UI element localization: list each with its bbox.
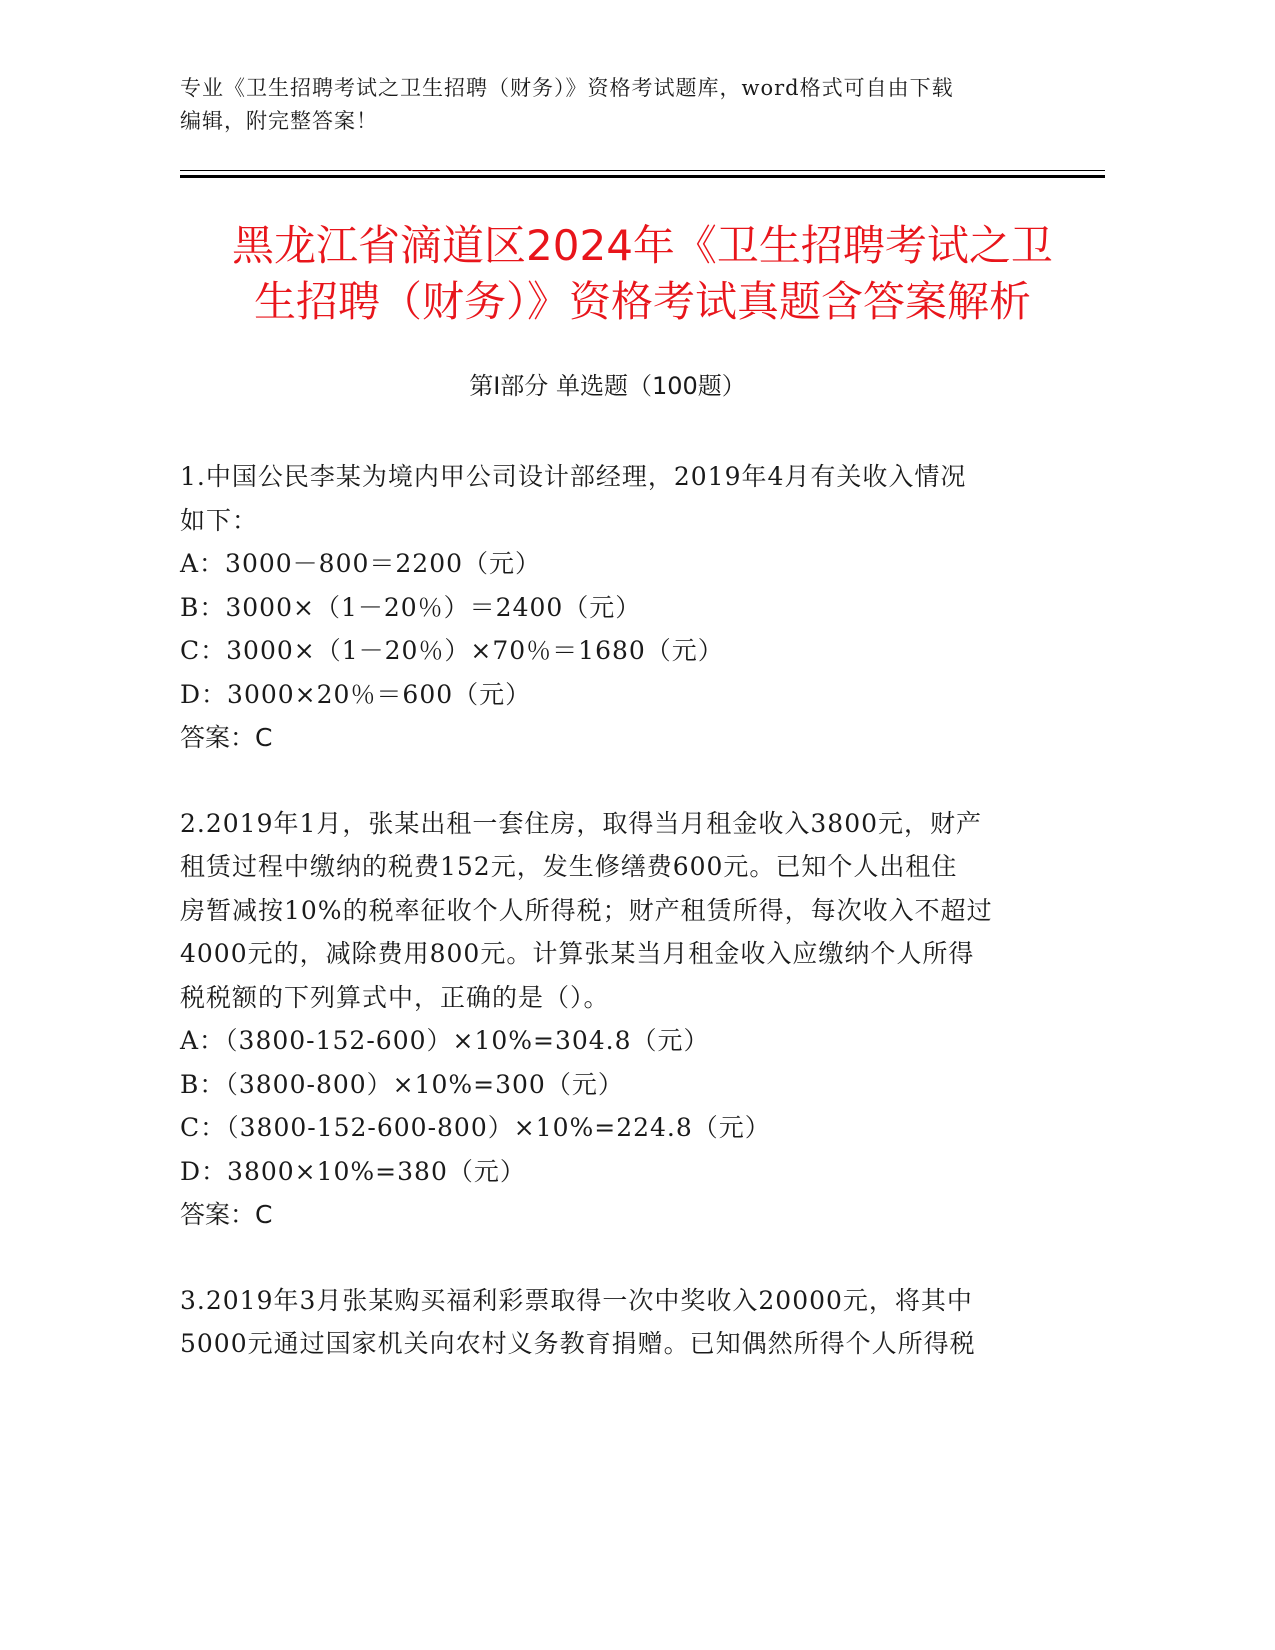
question-text-line: 1.中国公民李某为境内甲公司设计部经理，2019年4月有关收入情况 [180, 462, 967, 491]
answer: 答案：C [180, 723, 273, 752]
option-d: D：3800×10%=380（元） [180, 1156, 526, 1186]
question-text-line: 如下： [180, 505, 259, 535]
option-c: C：（3800-152-600-800）×10%=224.8（元） [180, 1113, 771, 1142]
question-2 [180, 802, 1040, 1237]
header-note [180, 72, 1040, 138]
section-title: 第Ⅰ部分 单选题（100题） [469, 372, 746, 400]
option-a: A：（3800-152-600）×10%=304.8（元） [180, 1026, 710, 1055]
header-rule-thin [180, 170, 1105, 171]
question-text-line: 4000元的，减除费用800元。计算张某当月租金收入应缴纳个人所得 [180, 939, 975, 968]
document-title [150, 218, 1135, 330]
document-title-line-2: 生招聘（财务）》资格考试真题含答案解析 [253, 277, 1031, 326]
option-d: D：3000×20％＝600（元） [180, 679, 532, 709]
question-text-line: 2.2019年1月，张某出租一套住房，取得当月租金收入3800元，财产 [180, 808, 983, 838]
question-text-line: 房暂减按10%的税率征收个人所得税；财产租赁所得，每次收入不超过 [180, 895, 993, 925]
question-list [180, 455, 1040, 1408]
question-1 [180, 455, 1040, 760]
option-b: B：3000×（1－20％）＝2400（元） [180, 592, 642, 622]
answer: 答案：C [180, 1200, 273, 1229]
header-note-line-2: 编辑，附完整答案！ [180, 109, 378, 133]
question-text-line: 5000元通过国家机关向农村义务教育捐赠。已知偶然所得个人所得税 [180, 1329, 976, 1358]
question-text-line: 租赁过程中缴纳的税费152元，发生修缮费600元。已知个人出租住 [180, 852, 958, 881]
question-3 [180, 1279, 1040, 1366]
option-c: C：3000×（1－20％）×70％＝1680（元） [180, 636, 724, 665]
header-rule-thick [180, 175, 1105, 178]
header-note-line-1: 专业《卫生招聘考试之卫生招聘（财务）》资格考试题库，word格式可自由下载 [180, 76, 954, 100]
question-text-line: 税税额的下列算式中，正确的是（）。 [180, 982, 610, 1012]
question-text-line: 3.2019年3月张某购买福利彩票取得一次中奖收入20000元，将其中 [180, 1285, 973, 1315]
option-a: A：3000－800＝2200（元） [180, 549, 542, 578]
option-b: B：（3800-800）×10%=300（元） [180, 1069, 624, 1099]
document-title-line-1: 黑龙江省滴道区2024年《卫生招聘考试之卫 [232, 221, 1053, 270]
